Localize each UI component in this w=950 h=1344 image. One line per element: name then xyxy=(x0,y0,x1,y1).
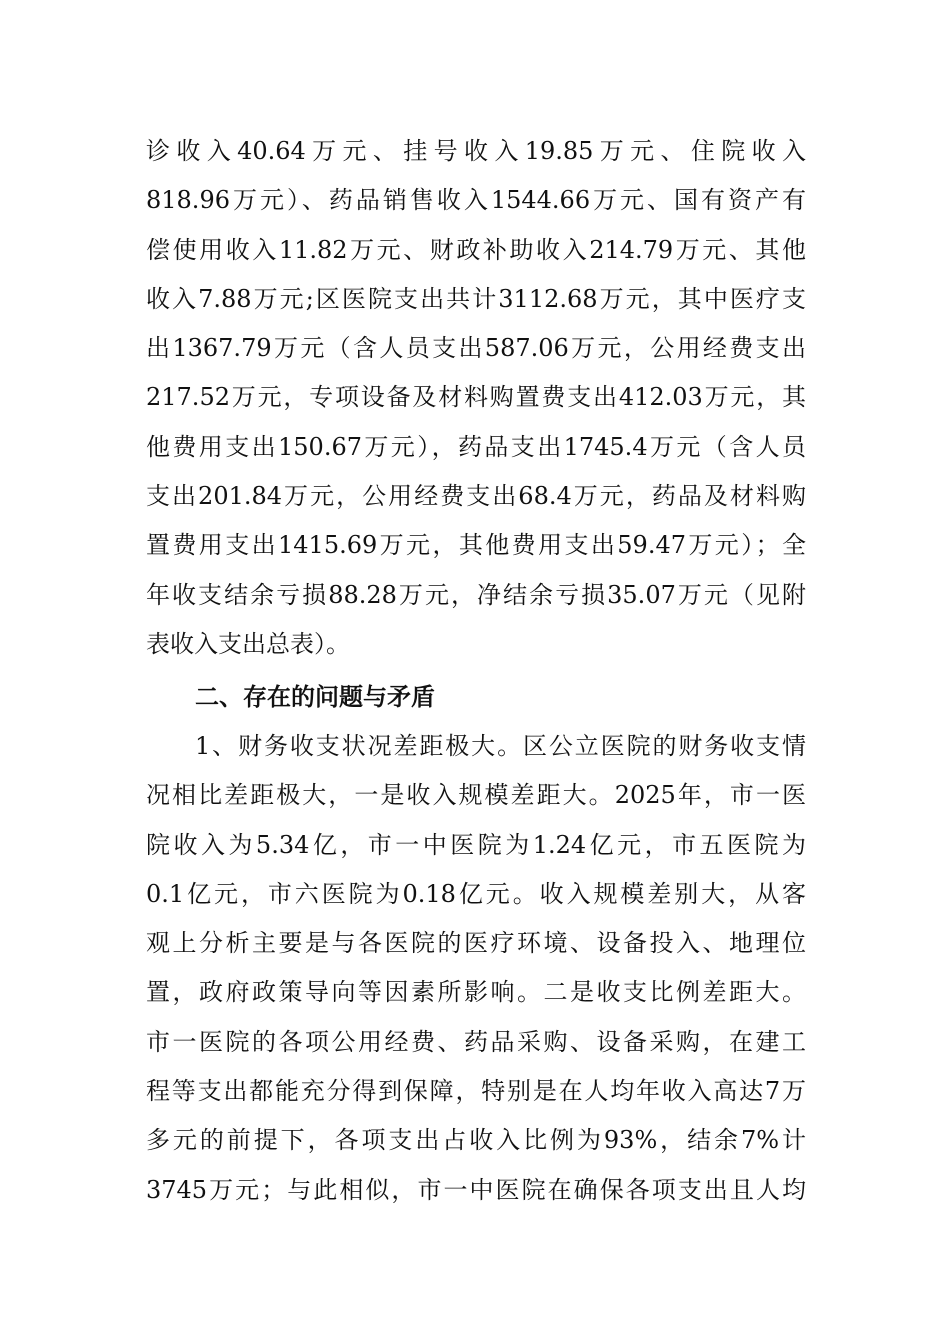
text-line: 3745万元；与此相似，市一中医院在确保各项支出且人均 xyxy=(146,1175,806,1204)
text-line: 程等支出都能充分得到保障，特别是在人均年收入高达7万 xyxy=(146,1077,806,1106)
text-line: 况相比差距极大，一是收入规模差距大。2025年，市一医 xyxy=(146,781,806,810)
paragraph-income-expense xyxy=(146,127,806,669)
text-line: 支出201.84万元，公用经费支出68.4万元，药品及材料购 xyxy=(146,482,806,511)
text-line: 多元的前提下，各项支出占收入比例为93%，结余7%计 xyxy=(146,1126,806,1155)
text-line: 0.1亿元，市六医院为0.18亿元。收入规模差别大，从客 xyxy=(146,879,806,908)
text-line: 818.96万元）、药品销售收入1544.66万元、国有资产有 xyxy=(146,186,806,215)
text-line: 观上分析主要是与各医院的医疗环境、设备投入、地理位 xyxy=(146,929,806,958)
text-line: 偿使用收入11.82万元、财政补助收入214.79万元、其他 xyxy=(146,235,806,264)
text-line: 诊收入40.64万元、挂号收入19.85万元、住院收入 xyxy=(146,137,806,165)
text-line: 他费用支出150.67万元），药品支出1745.4万元（含人员 xyxy=(146,432,806,461)
text-line: 置费用支出1415.69万元，其他费用支出59.47万元）；全 xyxy=(146,531,806,560)
text-line: 年收支结余亏损88.28万元，净结余亏损35.07万元（见附 xyxy=(146,580,806,609)
text-line: 收入7.88万元;区医院支出共计3112.68万元，其中医疗支 xyxy=(146,284,806,313)
text-line: 1、财务收支状况差距极大。区公立医院的财务收支情 xyxy=(195,732,806,760)
text-line: 置，政府政策导向等因素所影响。二是收支比例差距大。 xyxy=(146,978,806,1007)
paragraph-problems xyxy=(146,722,806,1215)
text-line: 市一医院的各项公用经费、药品采购、设备采购，在建工 xyxy=(146,1027,806,1056)
text-line: 出1367.79万元（含人员支出587.06万元，公用经费支出 xyxy=(146,334,806,363)
text-line: 院收入为5.34亿，市一中医院为1.24亿元，市五医院为 xyxy=(146,830,806,859)
section-heading: 二、存在的问题与矛盾 xyxy=(195,683,435,711)
text-line: 表收入支出总表）。 xyxy=(146,629,350,658)
text-line: 217.52万元，专项设备及材料购置费支出412.03万元，其 xyxy=(146,383,806,412)
